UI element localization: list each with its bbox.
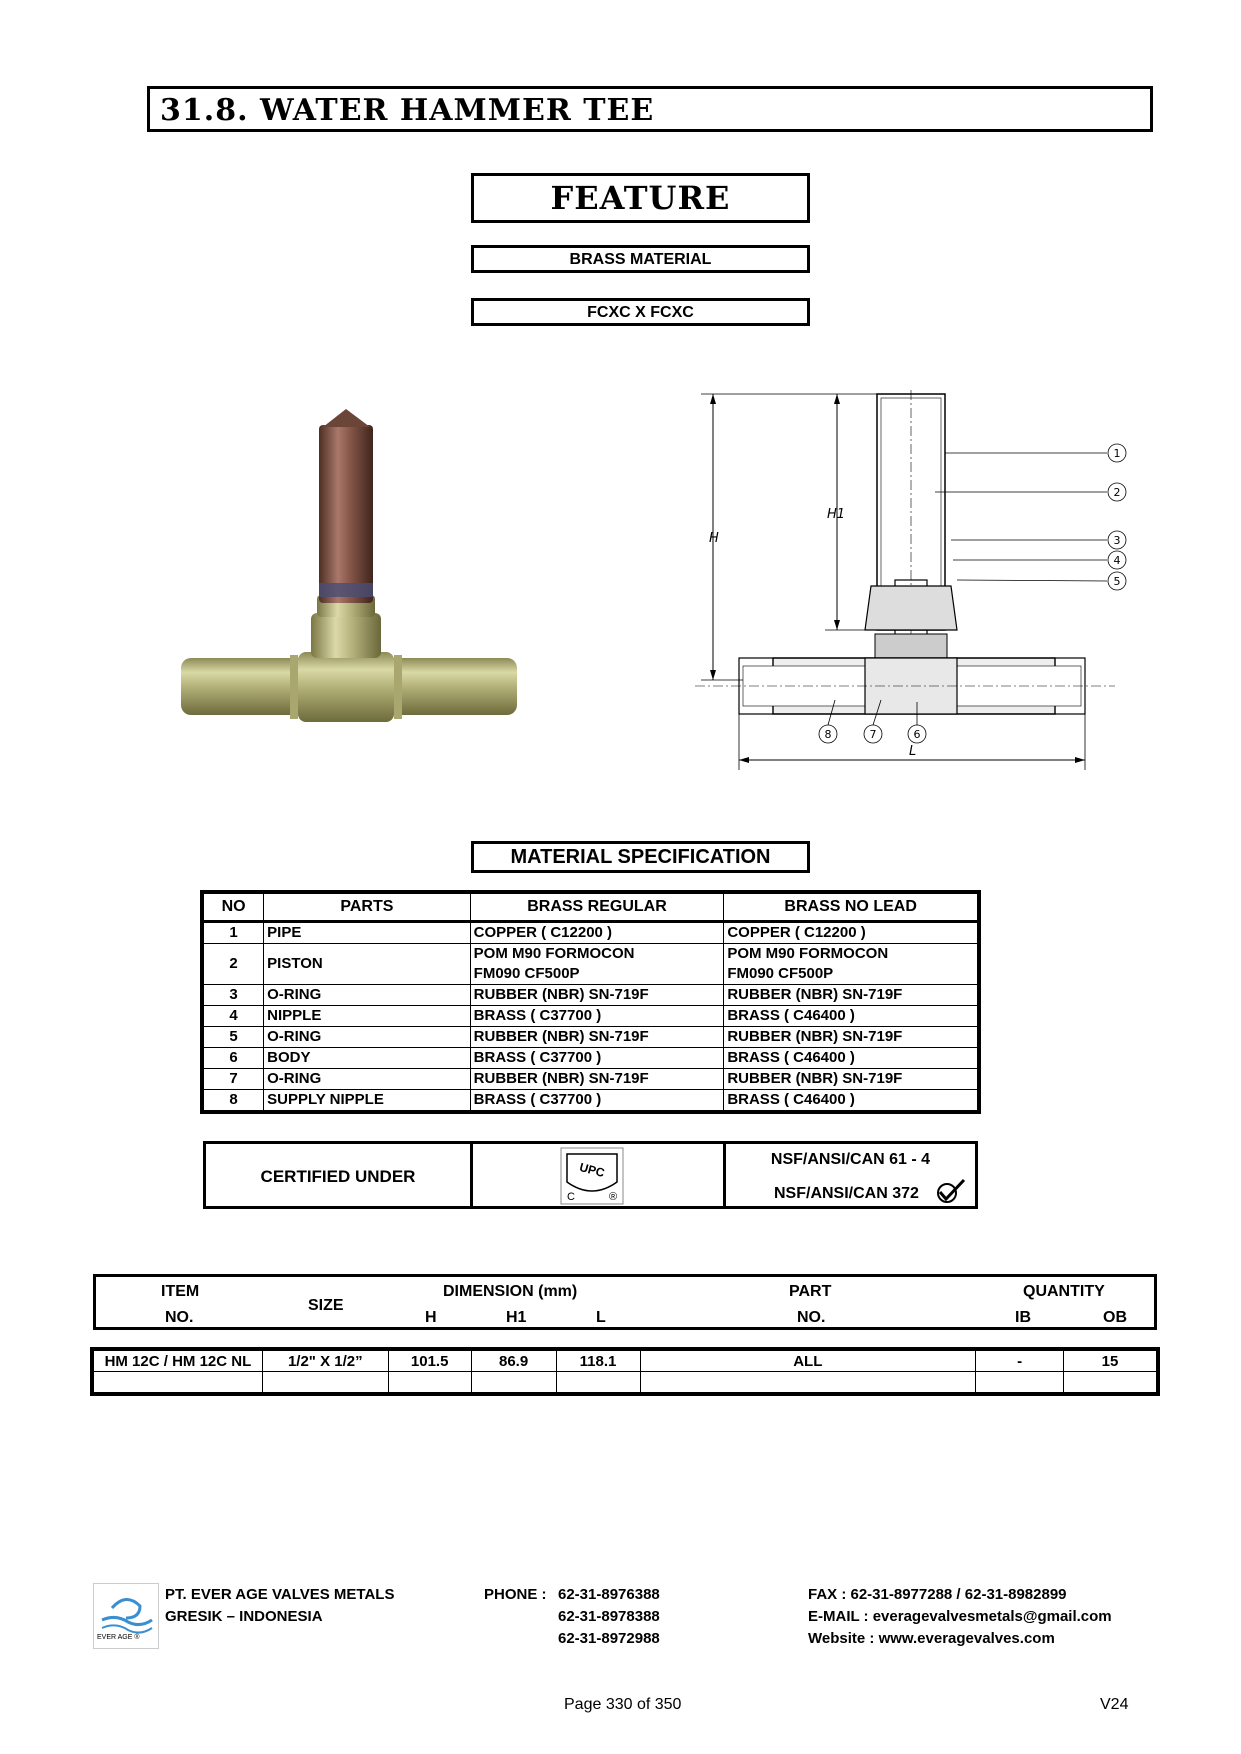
material-spec-title: MATERIAL SPECIFICATION <box>471 841 810 873</box>
col-no: NO <box>204 894 264 922</box>
row-no: 4 <box>204 1006 264 1027</box>
row-regular-line2: FM090 CF500P <box>473 965 580 982</box>
logo-text: EVER AGE ® <box>97 1634 140 1641</box>
callout-3: 3 <box>1113 534 1121 547</box>
row-no: 8 <box>204 1090 264 1111</box>
dimension-table <box>93 1350 1157 1393</box>
table-row <box>204 1027 978 1048</box>
row-regular: RUBBER (NBR) SN-719F <box>470 985 724 1006</box>
feature-item-connection: FCXC X FCXC <box>471 298 810 326</box>
row-part: O-RING <box>264 985 471 1006</box>
row-part: NIPPLE <box>264 1006 471 1027</box>
row-part: PIPE <box>264 922 471 944</box>
row-nolead: BRASS ( C46400 ) <box>724 1006 978 1027</box>
cell-l: 118.1 <box>556 1351 640 1372</box>
hdr-item-no: NO. <box>165 1309 194 1326</box>
cert-standard-372: NSF/ANSI/CAN 372 <box>774 1185 919 1202</box>
feature-title-box <box>471 173 810 223</box>
certification-box <box>203 1141 978 1209</box>
row-no: 2 <box>204 944 264 985</box>
feature-title: FEATURE <box>550 179 731 217</box>
hdr-item: ITEM <box>161 1283 200 1300</box>
website: Website : www.everagevalves.com <box>808 1630 1055 1647</box>
section-title: 31.8. WATER HAMMER TEE <box>160 93 655 128</box>
row-no: 6 <box>204 1048 264 1069</box>
version-label: V24 <box>1100 1696 1129 1713</box>
hdr-l: L <box>596 1309 606 1326</box>
phone-2: 62-31-8978388 <box>558 1608 660 1625</box>
hdr-dimension: DIMENSION (mm) <box>443 1283 578 1300</box>
row-regular: BRASS ( C37700 ) <box>470 1006 724 1027</box>
row-part: O-RING <box>264 1027 471 1048</box>
callout-7: 7 <box>869 728 877 741</box>
dim-label-h1: H1 <box>827 507 846 522</box>
row-nolead <box>724 944 978 985</box>
row-part: SUPPLY NIPPLE <box>264 1090 471 1111</box>
cert-standards-cell <box>726 1144 975 1206</box>
table-row <box>94 1351 1157 1372</box>
table-row <box>204 1069 978 1090</box>
page-number: Page 330 of 350 <box>564 1696 682 1713</box>
cert-label: CERTIFIED UNDER <box>260 1167 416 1186</box>
upc-logo <box>557 1146 627 1206</box>
hdr-part-no: NO. <box>797 1309 826 1326</box>
phone-3: 62-31-8972988 <box>558 1630 660 1647</box>
email: E-MAIL : everagevalvesmetals@gmail.com <box>808 1608 1112 1625</box>
material-spec-table <box>203 893 978 1111</box>
row-no: 3 <box>204 985 264 1006</box>
cell-part: ALL <box>640 1351 976 1372</box>
phone-1: 62-31-8976388 <box>558 1586 660 1603</box>
row-nolead: RUBBER (NBR) SN-719F <box>724 1027 978 1048</box>
row-no: 5 <box>204 1027 264 1048</box>
table-row <box>204 1048 978 1069</box>
hdr-h: H <box>425 1309 437 1326</box>
cert-label-cell <box>206 1144 473 1206</box>
cert-standard-61: NSF/ANSI/CAN 61 - 4 <box>770 1151 931 1168</box>
cell-ob: 15 <box>1064 1351 1157 1372</box>
company-location: GRESIK – INDONESIA <box>165 1608 323 1625</box>
table-row <box>204 922 978 944</box>
company-name: PT. EVER AGE VALVES METALS <box>165 1586 395 1603</box>
row-regular: BRASS ( C37700 ) <box>470 1090 724 1111</box>
row-nolead-line1: POM M90 FORMOCON <box>727 945 889 962</box>
row-regular: COPPER ( C12200 ) <box>470 922 724 944</box>
cell-size: 1/2" X 1/2” <box>262 1351 388 1372</box>
technical-drawing <box>695 390 1165 790</box>
col-brass-no-lead: BRASS NO LEAD <box>724 894 978 922</box>
cell-h1: 86.9 <box>471 1351 556 1372</box>
row-regular: RUBBER (NBR) SN-719F <box>470 1069 724 1090</box>
row-part: PISTON <box>264 944 471 985</box>
dimension-table-header <box>93 1274 1157 1330</box>
upc-logo-text: UPC <box>577 1159 607 1181</box>
table-row-empty <box>94 1372 1157 1393</box>
row-nolead: BRASS ( C46400 ) <box>724 1090 978 1111</box>
company-logo <box>93 1583 159 1649</box>
callout-6: 6 <box>913 728 921 741</box>
section-title-box <box>147 86 1153 132</box>
row-nolead: BRASS ( C46400 ) <box>724 1048 978 1069</box>
row-part: BODY <box>264 1048 471 1069</box>
table-row <box>204 944 978 985</box>
row-no: 7 <box>204 1069 264 1090</box>
col-brass-regular: BRASS REGULAR <box>470 894 724 922</box>
row-regular: RUBBER (NBR) SN-719F <box>470 1027 724 1048</box>
row-part: O-RING <box>264 1069 471 1090</box>
hdr-part: PART <box>789 1283 832 1300</box>
checkmark-icon <box>934 1178 970 1206</box>
product-photo <box>175 405 535 725</box>
hdr-quantity: QUANTITY <box>1023 1283 1105 1300</box>
row-regular: BRASS ( C37700 ) <box>470 1048 724 1069</box>
callout-5: 5 <box>1113 575 1121 588</box>
hdr-ib: IB <box>1015 1309 1031 1326</box>
hdr-h1: H1 <box>506 1309 527 1326</box>
row-no: 1 <box>204 922 264 944</box>
table-row <box>204 985 978 1006</box>
feature-item-material: BRASS MATERIAL <box>471 245 810 273</box>
col-parts: PARTS <box>264 894 471 922</box>
upc-logo-c: C <box>567 1191 575 1203</box>
row-regular <box>470 944 724 985</box>
row-nolead-line2: FM090 CF500P <box>727 965 834 982</box>
cell-h: 101.5 <box>388 1351 471 1372</box>
dim-label-h: H <box>709 531 719 546</box>
row-regular-line1: POM M90 FORMOCON <box>473 945 635 962</box>
row-nolead: RUBBER (NBR) SN-719F <box>724 985 978 1006</box>
hdr-size: SIZE <box>308 1297 344 1314</box>
phone-label: PHONE : <box>484 1586 547 1603</box>
callout-1: 1 <box>1113 447 1121 460</box>
table-row <box>204 1006 978 1027</box>
cell-ib: - <box>976 1351 1064 1372</box>
dim-label-l: L <box>909 744 917 759</box>
callout-8: 8 <box>824 728 832 741</box>
cert-logo-cell <box>473 1144 726 1206</box>
row-nolead: RUBBER (NBR) SN-719F <box>724 1069 978 1090</box>
fax: FAX : 62-31-8977288 / 62-31-8982899 <box>808 1586 1067 1603</box>
callout-2: 2 <box>1113 486 1121 499</box>
callout-4: 4 <box>1113 554 1121 567</box>
table-row <box>204 1090 978 1111</box>
row-nolead: COPPER ( C12200 ) <box>724 922 978 944</box>
hdr-ob: OB <box>1103 1309 1127 1326</box>
upc-logo-r: ® <box>609 1191 618 1203</box>
table-header-row <box>204 894 978 922</box>
cell-item: HM 12C / HM 12C NL <box>94 1351 263 1372</box>
